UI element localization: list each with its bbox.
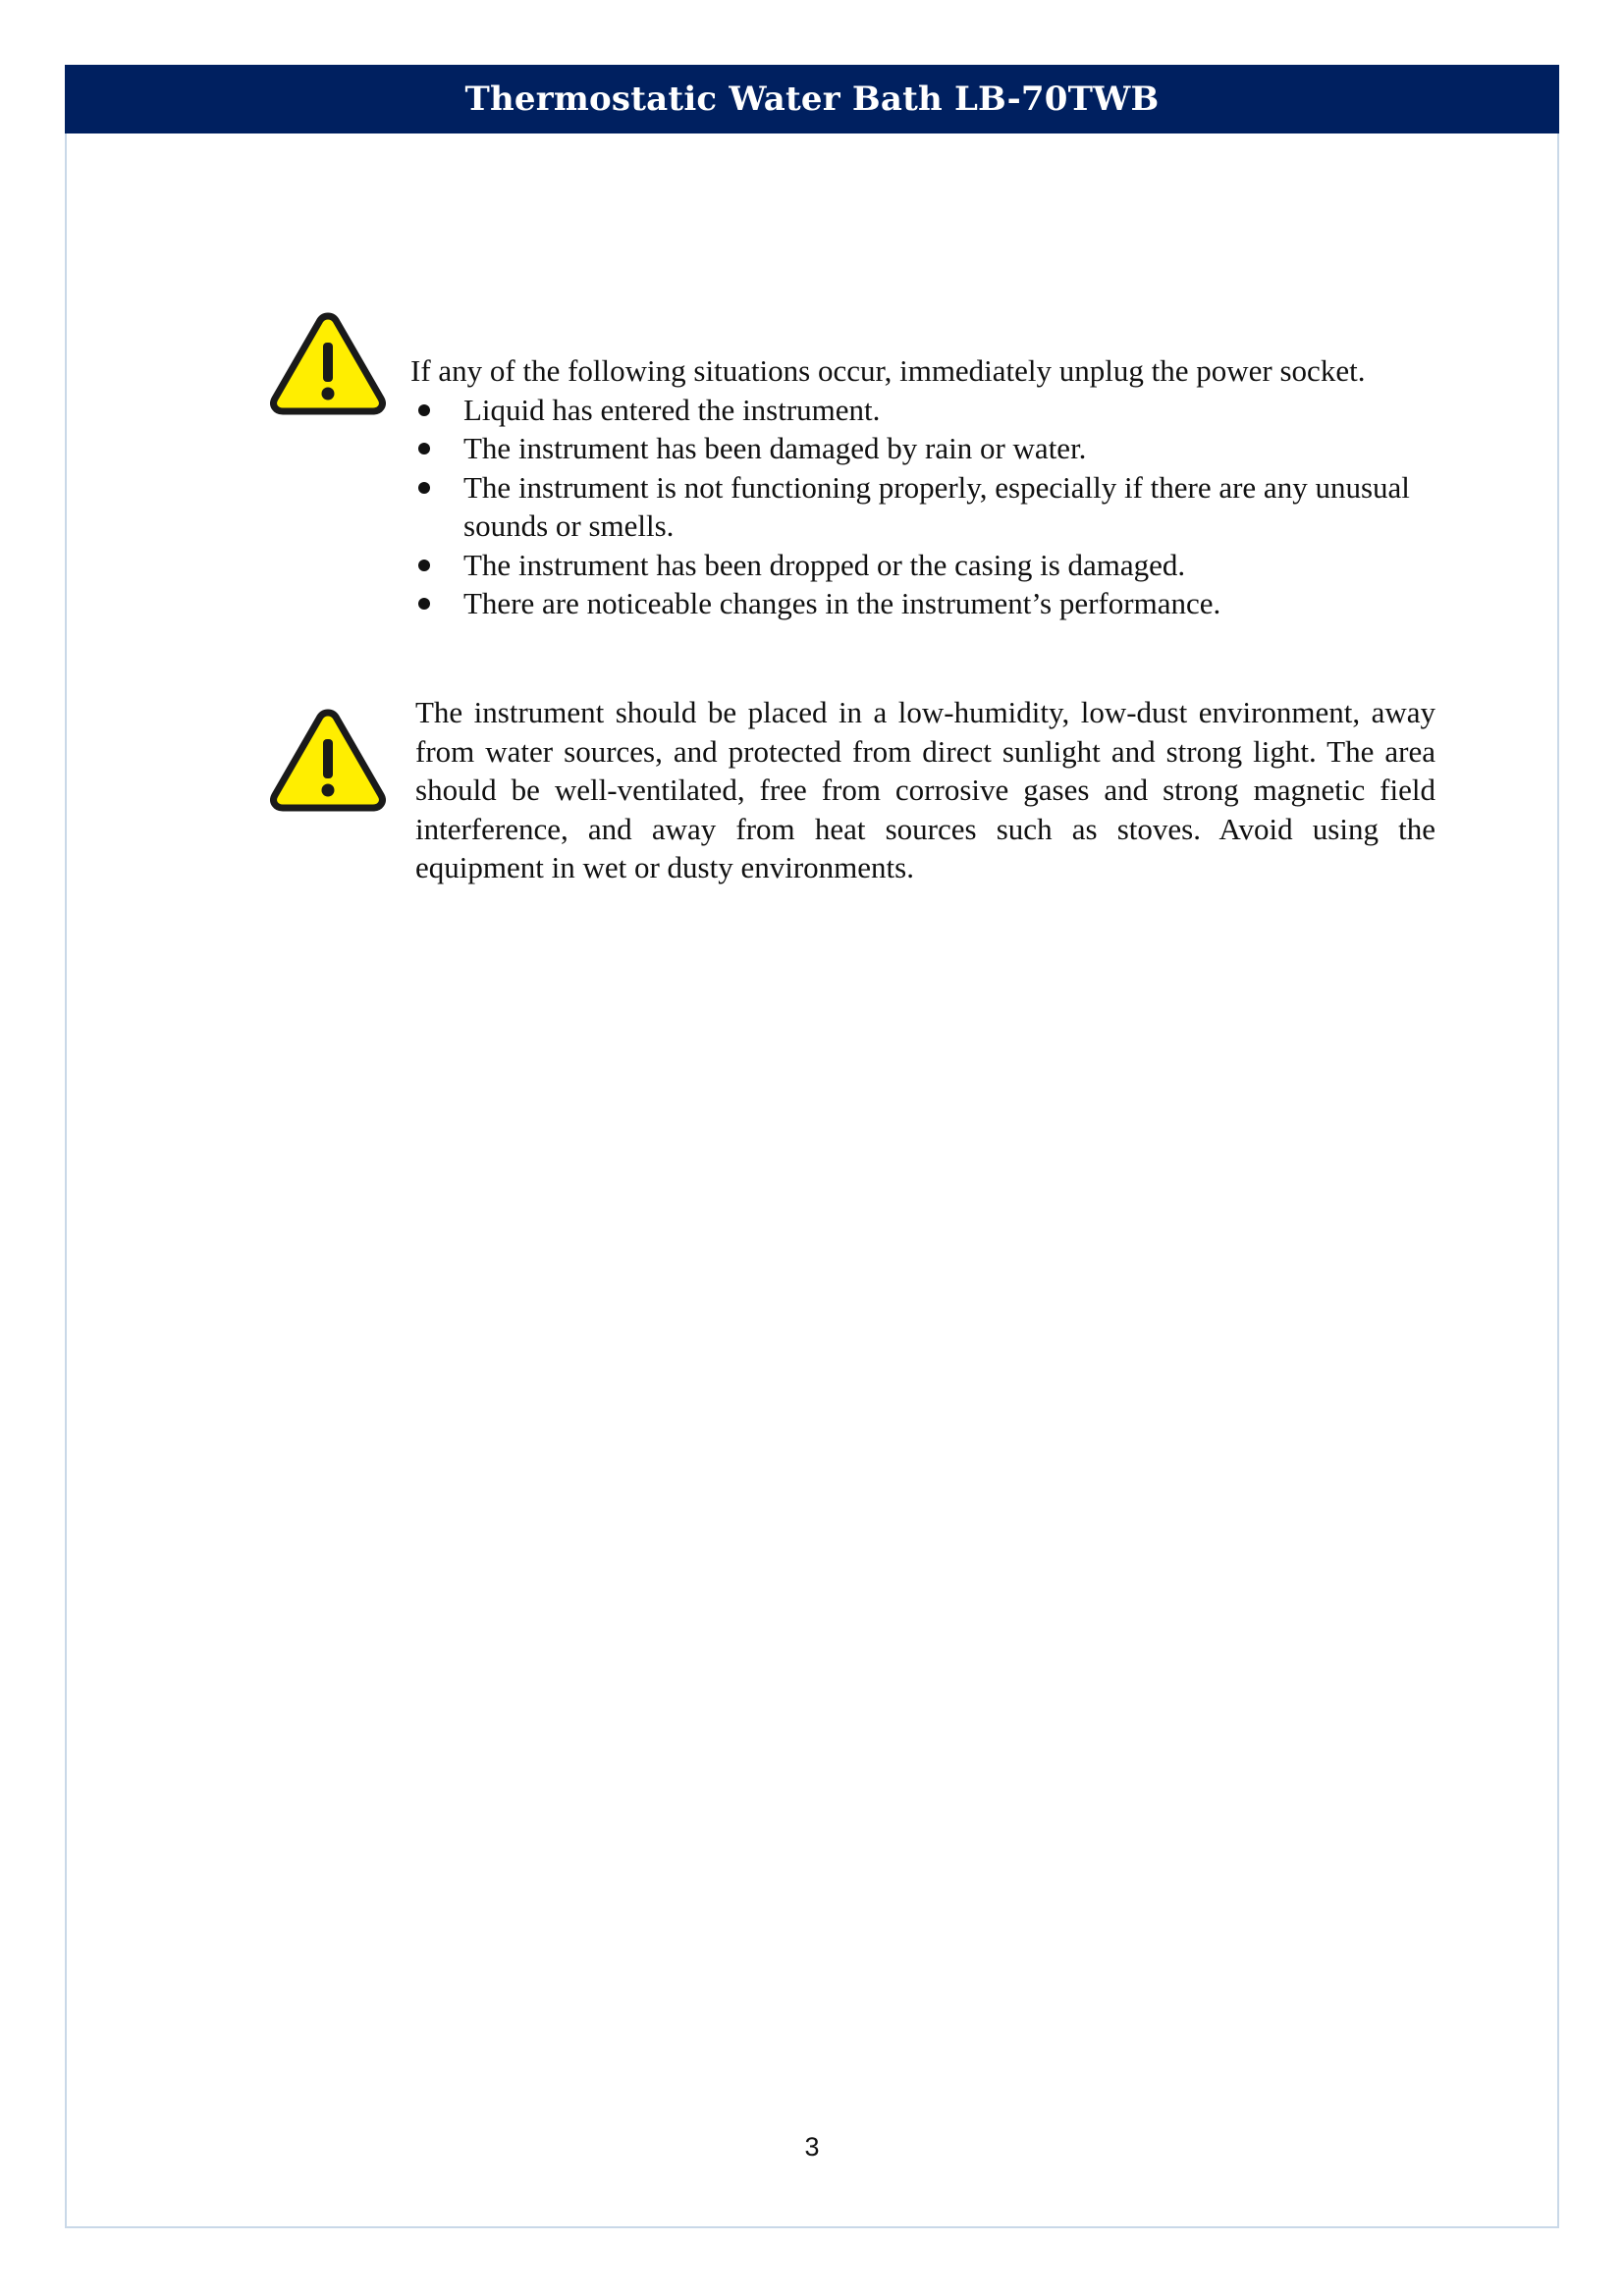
page-number: 3 [804,2132,820,2162]
list-item: Liquid has entered the instrument. [410,391,1435,430]
warning-block-1 [410,351,1435,623]
warning-block-2 [415,693,1435,887]
list-item: The instrument has been damaged by rain or water. [410,429,1435,468]
warning-bullet-list [410,391,1435,623]
header-bar [65,65,1559,133]
list-item: The instrument has been dropped or the casing is damaged. [410,546,1435,585]
list-item: There are noticeable changes in the instrument’s performance. [410,584,1435,623]
document-title: Thermostatic Water Bath LB-70TWB [464,80,1160,119]
warning-triangle-icon [269,310,387,416]
warning-intro: If any of the following situations occur, immediately unplug the power socket. [410,353,1366,388]
warning-triangle-icon [269,707,387,813]
warning-paragraph: The instrument should be placed in a low-humidity, low-dust environment, away from water sources, and protected from direct sunlight and strong light. The area should be well-ventilated, free from corrosive gases and strong magnetic field interference, and away from heat sources such as stoves. Avoid using the equipment in wet or dusty environments. [415,695,1435,884]
list-item: The instrument is not functioning properly, especially if there are any unusual sounds or smells. [410,468,1435,546]
